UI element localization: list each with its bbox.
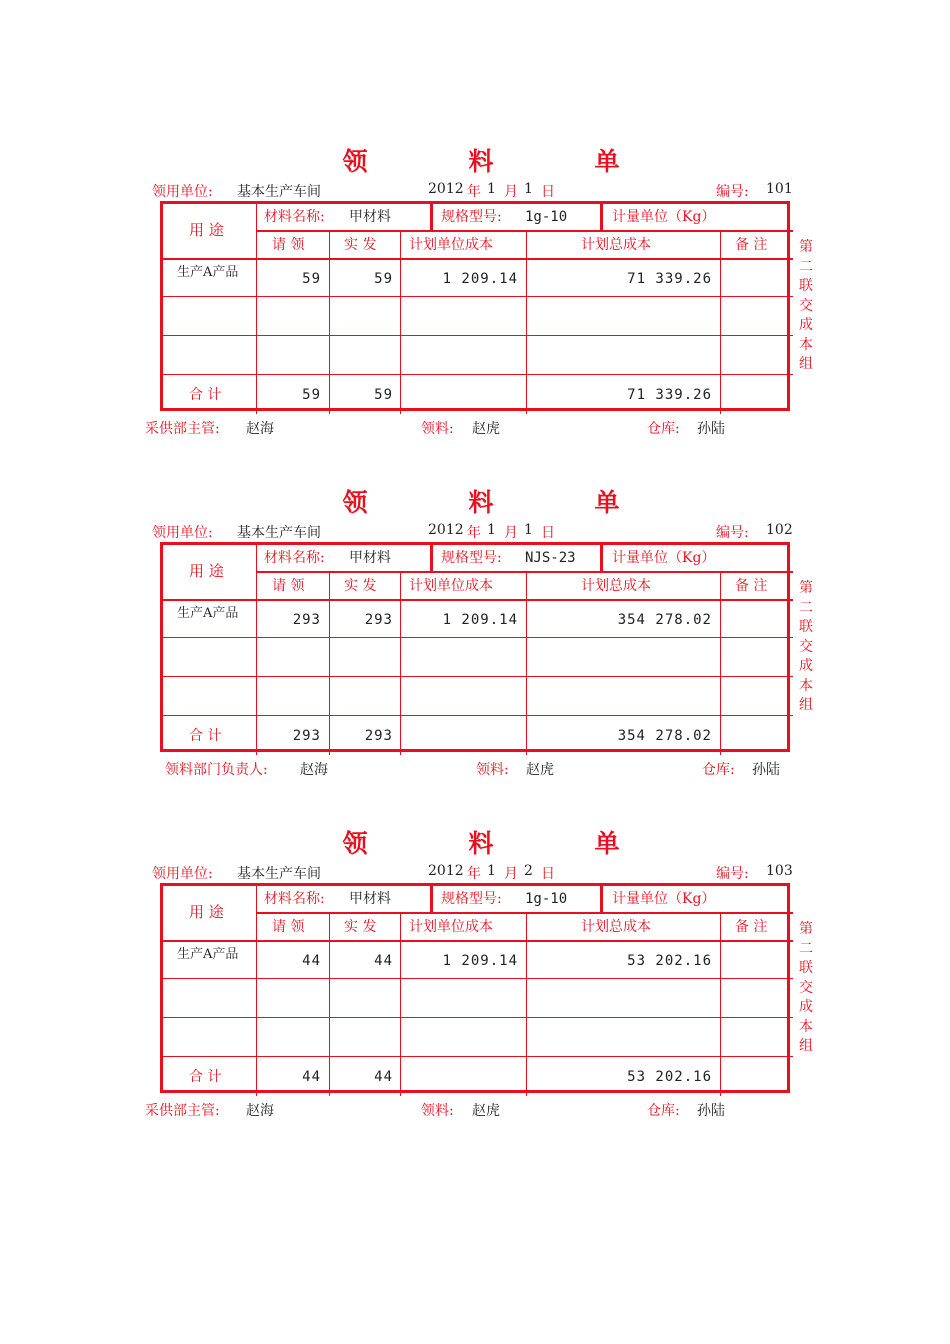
col-request: 请 领 [272,578,305,594]
usage-label: 用 途 [189,903,224,921]
col-total-cost: 计划总成本 [581,237,651,253]
row-unit-cost: 1 209.14 [442,953,518,969]
date-ri: 日 [541,184,555,200]
copy-note: 第 二 联 交 成 本 组 [799,580,813,713]
total-request: 44 [302,1069,321,1085]
copy-note: 第 二 联 交 成 本 组 [799,921,813,1054]
number-value: 103 [766,863,793,879]
total-issued: 59 [374,387,393,403]
dept-value: 基本生产车间 [237,184,321,200]
date-day: 1 [524,181,533,197]
spec-value: NJS-23 [525,550,576,566]
signature-receiver-value: 赵虎 [472,421,500,437]
material-requisition-form [0,829,950,1160]
signature-warehouse-label: 仓库: [647,421,680,437]
number-value: 102 [766,522,793,538]
number-label: 编号: [716,866,749,882]
material-label: 材料名称: [264,891,325,907]
total-label: 合 计 [189,1069,222,1085]
date-nian: 年 [467,184,481,200]
signature-supervisor-label: 采供部主管: [145,421,220,437]
row-unit-cost: 1 209.14 [442,271,518,287]
date-month: 1 [487,181,496,197]
col-unit-cost: 计划单位成本 [409,237,493,253]
spec-label: 规格型号: [441,891,502,907]
dept-label: 领用单位: [152,184,213,200]
col-unit-cost: 计划单位成本 [409,919,493,935]
number-value: 101 [766,181,793,197]
date-day: 1 [524,522,533,538]
signature-warehouse-value: 孙陆 [697,421,725,437]
date-nian: 年 [467,525,481,541]
total-cost: 354 278.02 [617,728,712,744]
col-issued: 实 发 [344,237,377,253]
col-unit-cost: 计划单位成本 [409,578,493,594]
spec-value: 1g-10 [525,891,568,907]
row-issued: 293 [364,612,393,628]
requisition-table [160,201,790,411]
date-yue: 月 [504,184,518,200]
date-month: 1 [487,522,496,538]
date-yue: 月 [504,866,518,882]
dept-label: 领用单位: [152,525,213,541]
col-remark: 备 注 [735,237,768,253]
material-requisition-form [0,147,950,478]
unit-label: 计量单位（Kg） [612,550,716,566]
material-value: 甲材料 [349,209,391,225]
col-request: 请 领 [272,919,305,935]
signature-supervisor-label: 采供部主管: [145,1103,220,1119]
row-request: 293 [292,612,321,628]
spec-label: 规格型号: [441,209,502,225]
total-issued: 293 [364,728,393,744]
date-year: 2012 [428,863,464,879]
date-yue: 月 [504,525,518,541]
row-usage: 生产A产品 [177,265,239,280]
signature-warehouse-value: 孙陆 [752,762,780,778]
date-nian: 年 [467,866,481,882]
spec-value: 1g-10 [525,209,568,225]
dept-label: 领用单位: [152,866,213,882]
row-total-cost: 53 202.16 [627,953,712,969]
number-label: 编号: [716,184,749,200]
date-ri: 日 [541,866,555,882]
col-total-cost: 计划总成本 [581,919,651,935]
col-remark: 备 注 [735,578,768,594]
form-title: 领 料 单 [342,829,658,858]
signature-warehouse-label: 仓库: [702,762,735,778]
dept-value: 基本生产车间 [237,866,321,882]
total-issued: 44 [374,1069,393,1085]
unit-label: 计量单位（Kg） [612,209,716,225]
signature-warehouse-label: 仓库: [647,1103,680,1119]
row-request: 59 [302,271,321,287]
signature-supervisor-value: 赵海 [246,1103,274,1119]
total-cost: 71 339.26 [627,387,712,403]
signature-warehouse-value: 孙陆 [697,1103,725,1119]
requisition-table [160,883,790,1093]
unit-label: 计量单位（Kg） [612,891,716,907]
total-cost: 53 202.16 [627,1069,712,1085]
date-year: 2012 [428,181,464,197]
signature-supervisor-value: 赵海 [246,421,274,437]
requisition-table [160,542,790,752]
row-total-cost: 71 339.26 [627,271,712,287]
total-label: 合 计 [189,387,222,403]
col-issued: 实 发 [344,919,377,935]
row-unit-cost: 1 209.14 [442,612,518,628]
signature-supervisor-value: 赵海 [300,762,328,778]
signature-supervisor-label: 领料部门负责人: [165,762,268,778]
number-label: 编号: [716,525,749,541]
col-request: 请 领 [272,237,305,253]
col-total-cost: 计划总成本 [581,578,651,594]
signature-receiver-label: 领料: [421,421,454,437]
form-title: 领 料 单 [342,488,658,517]
total-request: 59 [302,387,321,403]
row-issued: 44 [374,953,393,969]
signature-receiver-value: 赵虎 [472,1103,500,1119]
copy-note: 第 二 联 交 成 本 组 [799,239,813,372]
usage-label: 用 途 [189,562,224,580]
form-title: 领 料 单 [342,147,658,176]
material-label: 材料名称: [264,550,325,566]
date-day: 2 [524,863,533,879]
total-label: 合 计 [189,728,222,744]
material-label: 材料名称: [264,209,325,225]
row-total-cost: 354 278.02 [617,612,712,628]
signature-receiver-value: 赵虎 [526,762,554,778]
material-requisition-form [0,488,950,819]
date-ri: 日 [541,525,555,541]
dept-value: 基本生产车间 [237,525,321,541]
row-usage: 生产A产品 [177,947,239,962]
material-value: 甲材料 [349,891,391,907]
col-remark: 备 注 [735,919,768,935]
col-issued: 实 发 [344,578,377,594]
signature-receiver-label: 领料: [476,762,509,778]
date-year: 2012 [428,522,464,538]
signature-receiver-label: 领料: [421,1103,454,1119]
usage-label: 用 途 [189,221,224,239]
row-request: 44 [302,953,321,969]
material-value: 甲材料 [349,550,391,566]
row-usage: 生产A产品 [177,606,239,621]
total-request: 293 [292,728,321,744]
spec-label: 规格型号: [441,550,502,566]
row-issued: 59 [374,271,393,287]
date-month: 1 [487,863,496,879]
